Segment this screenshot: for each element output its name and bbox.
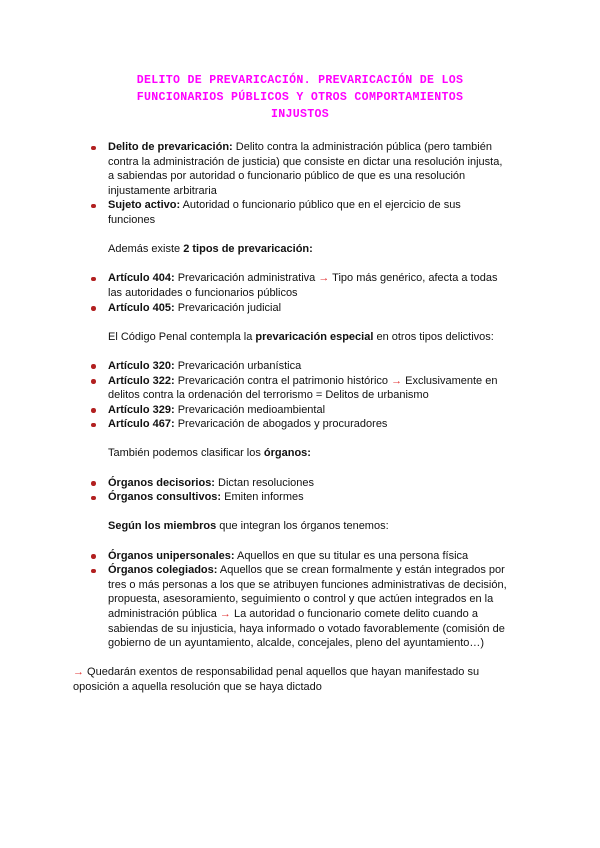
- organos-list: [0, 476, 600, 505]
- term-text: Prevaricación medioambiental: [174, 403, 326, 416]
- title-line-1: DELITO DE PREVARICACIÓN. PREVARICACIÓN DE LOS: [136, 74, 464, 87]
- term-label: Artículo 404:: [108, 272, 175, 285]
- bullet-icon: [91, 423, 96, 428]
- arrow-right-icon: →: [318, 272, 330, 285]
- term-text: Prevaricación contra el patrimonio histórico: [174, 374, 392, 387]
- term-text: Aquellos que se crean formalmente y están integrados por tres o más personas a los que se atribuyen funciones administrativas de decisión, propuesta, asesoramiento, seguimiento o control y que actúen integrados en la administración pública: [108, 564, 507, 620]
- term-text: Prevaricación urbanística: [174, 359, 302, 372]
- intro-text: Además existe: [108, 243, 184, 256]
- list-item: [0, 476, 600, 491]
- intro-tipos: [0, 242, 600, 257]
- bullet-icon: [91, 277, 96, 282]
- list-item: [0, 140, 600, 198]
- document-body: [0, 140, 600, 695]
- intro-organos: [0, 446, 600, 461]
- term-label: Artículo 320:: [108, 359, 175, 372]
- term-text-after: La autoridad o funcionario comete delito cuando a sabiendas de su injusticia, haya informado o votado favorablemente (comisión de gobierno de un ayuntamiento, alcalde, concejales, pleno del ayuntamiento…): [108, 608, 505, 650]
- bullet-icon: [91, 481, 96, 486]
- document-title: [60, 72, 540, 123]
- arrow-right-icon: →: [73, 666, 84, 679]
- list-item: [0, 271, 600, 300]
- list-item: [0, 301, 600, 316]
- term-text: Prevaricación administrativa: [174, 272, 319, 285]
- intro-bold: prevaricación especial: [255, 330, 374, 343]
- intro-miembros: [0, 519, 600, 534]
- term-text: Prevaricación judicial: [174, 301, 282, 314]
- bullet-icon: [91, 569, 96, 574]
- intro-text: El Código Penal contempla la: [108, 330, 256, 343]
- final-note: [0, 665, 600, 694]
- miembros-list: [0, 549, 600, 651]
- term-text-after: Tipo más genérico, afecta a todas las autoridades o funcionarios públicos: [108, 272, 498, 299]
- bullet-icon: [91, 408, 96, 413]
- term-text: Dictan resoluciones: [214, 476, 315, 489]
- term-label: Órganos colegiados:: [108, 564, 218, 577]
- list-item: [0, 198, 600, 227]
- term-label: Órganos unipersonales:: [108, 549, 235, 562]
- term-label: Sujeto activo:: [108, 199, 181, 212]
- term-text: Emiten informes: [221, 491, 304, 504]
- term-label: Artículo 405:: [108, 301, 175, 314]
- list-item: [0, 549, 600, 564]
- list-item: [0, 374, 600, 403]
- list-item: [0, 490, 600, 505]
- term-text: Delito contra la administración pública (pero también contra la administración de justicia) que consiste en dictar una resolución injusta, a sabiendas por autoridad o funcionario público de que es una resolución injustamente arbitraria: [108, 141, 503, 197]
- intro-text-after: que integran los órganos tenemos:: [216, 520, 389, 533]
- bullet-icon: [91, 306, 96, 311]
- term-text: Prevaricación de abogados y procuradores: [174, 418, 388, 431]
- term-text: Aquellos en que su titular es una persona física: [234, 549, 469, 562]
- term-text: Autoridad o funcionario público que en el ejercicio de sus funciones: [108, 199, 461, 226]
- title-line-3: INJUSTOS: [270, 108, 330, 121]
- arrow-right-icon: →: [391, 374, 403, 387]
- term-label: Artículo 322:: [108, 374, 175, 387]
- tipos-list: [0, 271, 600, 315]
- bullet-icon: [91, 554, 96, 559]
- definitions-list: [0, 140, 600, 228]
- final-note-text: Quedarán exentos de responsabilidad penal aquellos que hayan manifestado su oposición a aquella resolución que se haya dictado: [73, 666, 480, 693]
- bullet-icon: [91, 379, 96, 384]
- intro-bold: órganos:: [263, 447, 311, 460]
- list-item: [0, 359, 600, 374]
- term-label: Órganos consultivos:: [108, 491, 222, 504]
- bullet-icon: [91, 496, 96, 501]
- list-item: [0, 417, 600, 432]
- intro-text-after: en otros tipos delictivos:: [373, 330, 494, 343]
- list-item: [0, 563, 600, 651]
- term-label: Artículo 467:: [108, 418, 175, 431]
- intro-bold: Según los miembros: [108, 520, 217, 533]
- term-label: Órganos decisorios:: [108, 476, 215, 489]
- especial-list: [0, 359, 600, 432]
- title-line-2: FUNCIONARIOS PÚBLICOS Y OTROS COMPORTAMIENTOS: [136, 91, 464, 104]
- intro-bold: 2 tipos de prevaricación:: [183, 243, 313, 256]
- bullet-icon: [91, 146, 96, 151]
- intro-especial: [0, 330, 600, 345]
- intro-text: También podemos clasificar los: [108, 447, 264, 460]
- list-item: [0, 403, 600, 418]
- bullet-icon: [91, 364, 96, 369]
- term-text-after: Exclusivamente en delitos contra la ordenación del terrorismo = Delitos de urbanismo: [108, 374, 498, 402]
- term-label: Delito de prevaricación:: [108, 141, 233, 153]
- term-label: Artículo 329:: [108, 403, 175, 416]
- arrow-right-icon: →: [219, 608, 231, 620]
- bullet-icon: [91, 204, 96, 209]
